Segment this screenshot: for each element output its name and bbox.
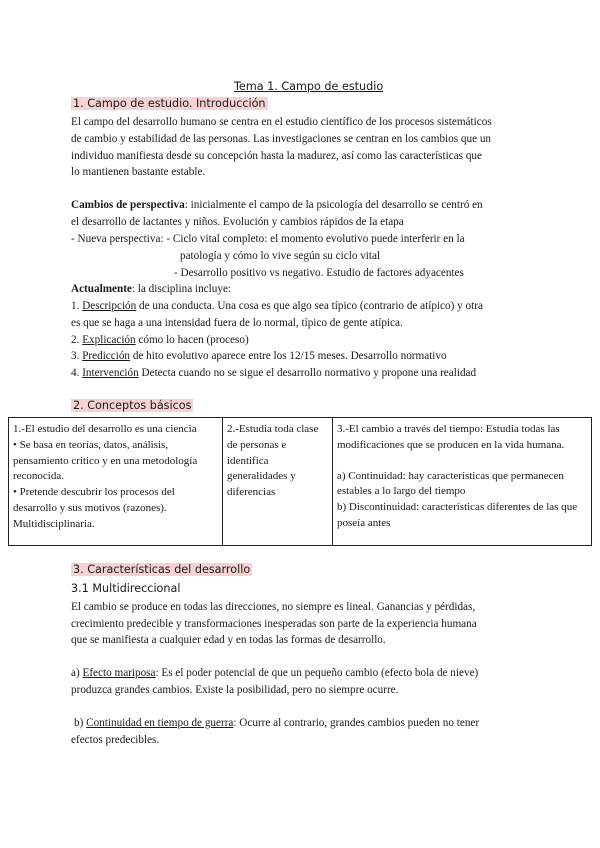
intro-line: individuo manifiesta desde su concepción hasta la madurez, así como las características que xyxy=(71,150,482,162)
efecto-mariposa-line: a) Efecto mariposa: Es el poder potencial de que un pequeño cambio (efecto bola de nieve) xyxy=(71,667,479,679)
cell-text: 2.-Estudia toda clase de personas e identifica generalidades y diferencias xyxy=(227,423,319,499)
subsection-heading: 3.1 Multidireccional xyxy=(71,582,181,595)
nueva-perspectiva-line: - Nueva perspectiva: - Ciclo vital completo: el momento evolutivo puede interferir en la xyxy=(71,233,465,245)
paragraph-line: crecimiento predecible y transformaciones inesperadas son parte de la experiencia humana xyxy=(71,618,477,630)
cell-text: 3.-El cambio a través del tiempo: Estudia todas las modificaciones que se producen en la vida humana. xyxy=(337,423,565,451)
intro-line: de cambio y estabilidad de las personas. Las investigaciones se centran en los cambios que un xyxy=(71,133,492,145)
intro-line: El campo del desarrollo humano se centra en el estudio científico de los procesos sistemáticos xyxy=(71,116,492,128)
cell-text: 1.-El estudio del desarrollo es una ciencia xyxy=(13,423,197,435)
nueva-perspectiva-line: patología y cómo lo vive según su ciclo vital xyxy=(180,250,381,262)
table-cell xyxy=(223,418,333,545)
list-item: 3. Predicción de hito evolutivo aparece entre los 12/15 meses. Desarrollo normativo xyxy=(71,350,447,362)
section3-heading: 3. Características del desarrollo xyxy=(73,563,251,576)
cell-text: • Se basa en teorías, datos, análisis, pensamiento crítico y en una metodología reconocida. xyxy=(13,438,198,483)
section2-heading: 2. Conceptos básicos xyxy=(73,399,192,412)
list-item: es que se haga a una intensidad fuera de lo normal, típico de gente atípica. xyxy=(71,317,403,329)
cell-text: • Pretende descubrir los procesos del desarrollo y sus motivos (razones). Multidisciplinaria. xyxy=(13,486,175,530)
nueva-perspectiva-line: - Desarrollo positivo vs negativo. Estudio de factores adyacentes xyxy=(174,267,464,279)
list-item: 1. Descripción de una conducta. Una cosa es que algo sea típico (contrario de atípico) y otra xyxy=(71,300,483,312)
table-cell xyxy=(9,418,223,545)
conceptos-table xyxy=(8,417,592,546)
paragraph-line: que se manifiesta a cualquier edad y en todas las formas de desarrollo. xyxy=(71,634,386,646)
cell-text: a) Continuidad: hay características que permanecen estables a lo largo del tiempo xyxy=(337,469,564,498)
list-item: 2. Explicación cómo lo hacen (proceso) xyxy=(71,334,249,346)
continuidad-line: efectos predecibles. xyxy=(71,734,160,746)
page-title: Tema 1. Campo de estudio xyxy=(234,80,384,93)
cell-text: b) Discontinuidad: características diferentes de las que poseía antes xyxy=(337,501,578,529)
continuidad-line: b) Continuidad en tiempo de guerra: Ocurre al contrario, grandes cambios pueden no tener xyxy=(74,717,480,729)
intro-line: lo mantienen bastante estable. xyxy=(71,166,206,178)
perspectiva-line: Cambios de perspectiva: inicialmente el campo de la psicología del desarrollo se centró en xyxy=(71,199,483,211)
actualmente-line: Actualmente: la disciplina incluye: xyxy=(71,283,232,295)
section1-heading: 1. Campo de estudio. Introducción xyxy=(73,97,266,110)
list-item: 4. Intervención Detecta cuando no se sigue el desarrollo normativo y propone una realidad xyxy=(71,367,477,379)
table-cell xyxy=(333,418,591,545)
efecto-mariposa-line: produzca grandes cambios. Existe la posibilidad, pero no siempre ocurre. xyxy=(71,684,399,696)
perspectiva-line: el desarrollo de lactantes y niños. Evolución y cambios rápidos de la etapa xyxy=(71,216,404,228)
paragraph-line: El cambio se produce en todas las direcciones, no siempre es lineal. Ganancias y pérdidas, xyxy=(71,601,476,613)
